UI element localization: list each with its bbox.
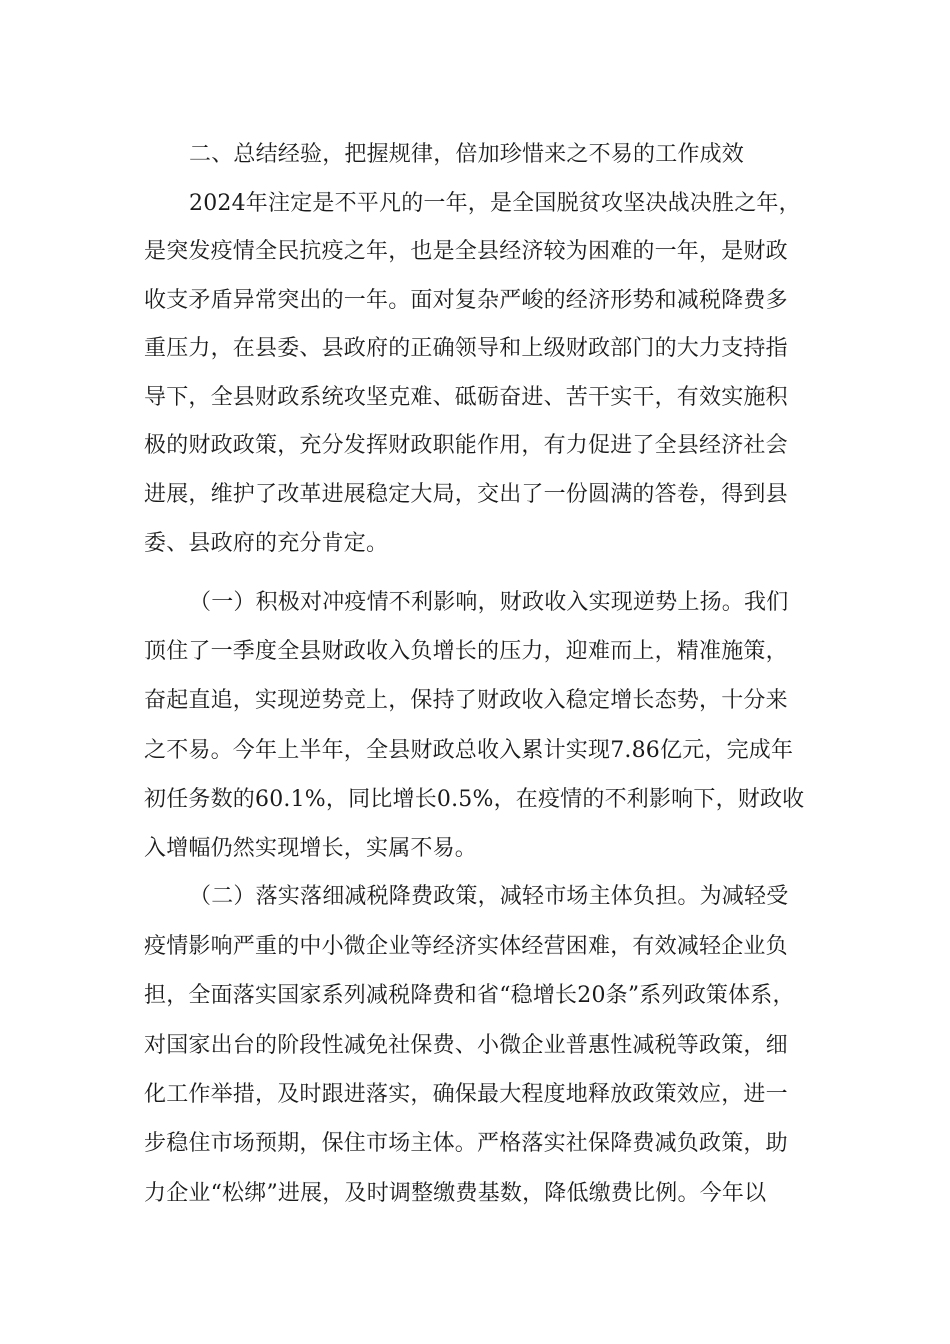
paragraph-line: 初任务数的60.1%，同比增长0.5%，在疫情的不利影响下，财政收	[144, 787, 805, 812]
paragraph-line: 重压力，在县委、县政府的正确领导和上级财政部门的大力支持指	[144, 336, 788, 361]
paragraph-line: 是突发疫情全民抗疫之年，也是全县经济较为困难的一年，是财政	[144, 239, 788, 264]
paragraph-line: 步稳住市场预期，保住市场主体。严格落实社保降费减负政策，助	[144, 1131, 788, 1156]
paragraph-line: （二）落实落细减税降费政策，减轻市场主体负担。为减轻受	[189, 884, 789, 909]
paragraph-line: 顶住了一季度全县财政收入负增长的压力，迎难而上，精准施策，	[144, 639, 788, 664]
paragraph-line: 收支矛盾异常突出的一年。面对复杂严峻的经济形势和减税降费多	[144, 288, 788, 313]
paragraph-line: 疫情影响严重的中小微企业等经济实体经营困难，有效减轻企业负	[144, 934, 788, 959]
paragraph-line: 力企业“松绑”进展，及时调整缴费基数，降低缴费比例。今年以	[144, 1181, 767, 1206]
paragraph-line: 2024年注定是不平凡的一年，是全国脱贫攻坚决战决胜之年，	[189, 191, 801, 216]
paragraph-line: （一）积极对冲疫情不利影响，财政收入实现逆势上扬。我们	[189, 590, 789, 615]
paragraph-line: 对国家出台的阶段性减免社保费、小微企业普惠性减税等政策，细	[144, 1033, 788, 1058]
paragraph-line: 奋起直追，实现逆势竞上，保持了财政收入稳定增长态势，十分来	[144, 688, 788, 713]
paragraph-line: 委、县政府的充分肯定。	[144, 531, 389, 556]
paragraph-line: 导下，全县财政系统攻坚克难、砥砺奋进、苦干实干，有效实施积	[144, 385, 788, 410]
paragraph-line: 极的财政政策，充分发挥财政职能作用，有力促进了全县经济社会	[144, 433, 788, 458]
paragraph-line: 担，全面落实国家系列减税降费和省“稳增长20条”系列政策体系，	[144, 983, 795, 1008]
paragraph-line: 之不易。今年上半年，全县财政总收入累计实现7.86亿元，完成年	[144, 738, 794, 763]
paragraph-line: 进展，维护了改革进展稳定大局，交出了一份圆满的答卷，得到县	[144, 482, 788, 507]
paragraph-line: 入增幅仍然实现增长，实属不易。	[144, 836, 478, 861]
paragraph-line: 化工作举措，及时跟进落实，确保最大程度地释放政策效应，进一	[144, 1082, 788, 1107]
section-heading: 二、总结经验，把握规律，倍加珍惜来之不易的工作成效	[189, 142, 745, 167]
